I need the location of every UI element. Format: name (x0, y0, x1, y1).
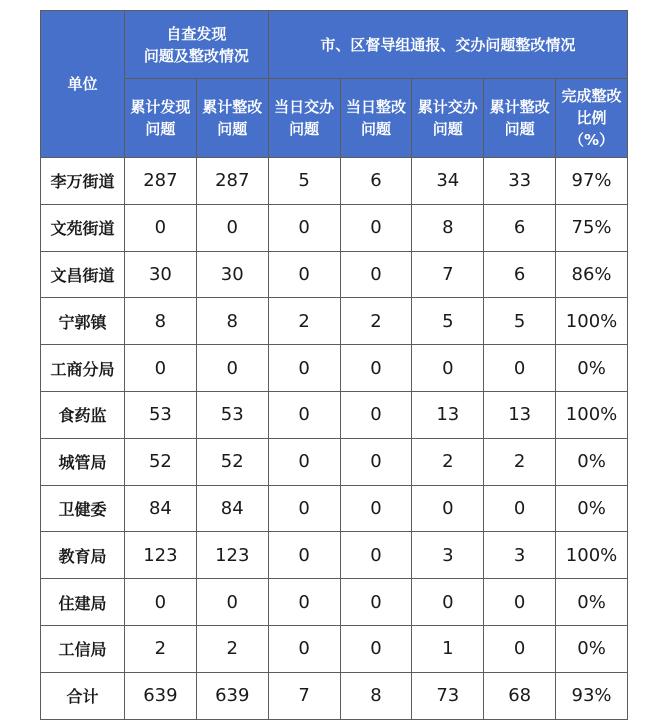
completion-rate-cell: 100% (556, 532, 628, 579)
daily-fixed-header-line: 当日整改 (345, 98, 406, 116)
unit-name-cell: 卫健委 (41, 485, 125, 532)
cumulative-fixed-cell: 639 (196, 672, 268, 719)
self-check-header-line-2: 问题及整改情况 (143, 46, 249, 65)
unit-name-cell: 李万街道 (41, 158, 125, 205)
completion-rate-cell: 100% (556, 298, 628, 345)
cumulative-fixed-header-line: 累计整改 (202, 98, 263, 116)
table-row (41, 298, 628, 345)
header-row-2 (41, 79, 628, 158)
completion-rate-header-line: 完成整改 (561, 87, 622, 105)
cumulative-assigned-header (412, 79, 484, 158)
cumulative-fixed-header (196, 79, 268, 158)
unit-name-cell: 工信局 (41, 625, 125, 672)
header-row-1 (41, 11, 628, 79)
cumulative-assigned-cell: 2 (412, 438, 484, 485)
daily-assigned-cell: 0 (268, 251, 340, 298)
cumulative-assigned-cell: 34 (412, 158, 484, 205)
cumulative-assigned-header-line: 累计交办 (417, 98, 478, 116)
cumulative-found-cell: 0 (124, 579, 196, 626)
daily-assigned-cell: 0 (268, 579, 340, 626)
cumulative-assigned-header-line: 问题 (432, 120, 463, 138)
cumulative-fixed-cell: 123 (196, 532, 268, 579)
cumulative-assigned-fixed-cell: 33 (484, 158, 556, 205)
cumulative-fixed-cell: 0 (196, 579, 268, 626)
cumulative-assigned-fixed-header (484, 79, 556, 158)
daily-assigned-cell: 0 (268, 391, 340, 438)
cumulative-assigned-cell: 7 (412, 251, 484, 298)
daily-assigned-cell: 0 (268, 485, 340, 532)
completion-rate-cell: 0% (556, 625, 628, 672)
daily-assigned-header-line: 当日交办 (274, 98, 335, 116)
table-row (41, 251, 628, 298)
cumulative-fixed-cell: 8 (196, 298, 268, 345)
cumulative-fixed-cell: 287 (196, 158, 268, 205)
cumulative-assigned-fixed-cell: 2 (484, 438, 556, 485)
daily-fixed-cell: 0 (340, 438, 412, 485)
cumulative-assigned-fixed-cell: 68 (484, 672, 556, 719)
completion-rate-header-line: （%） (569, 131, 615, 149)
cumulative-assigned-cell: 0 (412, 345, 484, 392)
cumulative-assigned-fixed-cell: 6 (484, 251, 556, 298)
self-check-group-header (124, 11, 268, 79)
cumulative-assigned-cell: 73 (412, 672, 484, 719)
city-district-group-header: 市、区督导组通报、交办问题整改情况 (268, 11, 627, 79)
cumulative-fixed-cell: 2 (196, 625, 268, 672)
cumulative-fixed-header-line: 问题 (217, 120, 248, 138)
completion-rate-cell: 86% (556, 251, 628, 298)
table-row (41, 438, 628, 485)
unit-name-cell: 住建局 (41, 579, 125, 626)
unit-name-cell: 文昌街道 (41, 251, 125, 298)
cumulative-fixed-cell: 30 (196, 251, 268, 298)
unit-name-cell: 合计 (41, 672, 125, 719)
cumulative-fixed-cell: 84 (196, 485, 268, 532)
cumulative-assigned-fixed-cell: 6 (484, 204, 556, 251)
cumulative-assigned-fixed-cell: 0 (484, 625, 556, 672)
daily-fixed-cell: 6 (340, 158, 412, 205)
cumulative-assigned-fixed-cell: 5 (484, 298, 556, 345)
completion-rate-cell: 0% (556, 579, 628, 626)
unit-header: 单位 (41, 11, 125, 158)
cumulative-fixed-cell: 0 (196, 204, 268, 251)
cumulative-found-cell: 2 (124, 625, 196, 672)
cumulative-found-cell: 53 (124, 391, 196, 438)
table-row (41, 625, 628, 672)
cumulative-assigned-cell: 0 (412, 485, 484, 532)
cumulative-assigned-fixed-cell: 0 (484, 345, 556, 392)
daily-assigned-cell: 0 (268, 438, 340, 485)
cumulative-found-cell: 84 (124, 485, 196, 532)
daily-assigned-cell: 7 (268, 672, 340, 719)
daily-fixed-cell: 8 (340, 672, 412, 719)
cumulative-assigned-fixed-header-line: 问题 (504, 120, 535, 138)
cumulative-found-cell: 8 (124, 298, 196, 345)
cumulative-assigned-fixed-cell: 0 (484, 485, 556, 532)
completion-rate-cell: 0% (556, 345, 628, 392)
completion-rate-cell: 75% (556, 204, 628, 251)
cumulative-found-cell: 0 (124, 204, 196, 251)
cumulative-assigned-fixed-header-line: 累计整改 (489, 98, 550, 116)
table-row (41, 485, 628, 532)
cumulative-found-cell: 52 (124, 438, 196, 485)
cumulative-found-cell: 639 (124, 672, 196, 719)
table-row (41, 532, 628, 579)
unit-name-cell: 宁郭镇 (41, 298, 125, 345)
daily-assigned-cell: 0 (268, 345, 340, 392)
daily-assigned-header-line: 问题 (289, 120, 320, 138)
unit-name-cell: 文苑街道 (41, 204, 125, 251)
cumulative-found-cell: 123 (124, 532, 196, 579)
completion-rate-cell: 0% (556, 485, 628, 532)
cumulative-assigned-fixed-cell: 13 (484, 391, 556, 438)
completion-rate-cell: 100% (556, 391, 628, 438)
unit-name-cell: 食药监 (41, 391, 125, 438)
cumulative-fixed-cell: 53 (196, 391, 268, 438)
table-row (41, 204, 628, 251)
cumulative-assigned-fixed-cell: 0 (484, 579, 556, 626)
daily-fixed-header-line: 问题 (360, 120, 391, 138)
completion-rate-header (556, 79, 628, 158)
completion-rate-cell: 93% (556, 672, 628, 719)
cumulative-found-header (124, 79, 196, 158)
cumulative-assigned-cell: 0 (412, 579, 484, 626)
daily-assigned-cell: 0 (268, 204, 340, 251)
daily-fixed-cell: 0 (340, 579, 412, 626)
cumulative-fixed-cell: 52 (196, 438, 268, 485)
unit-name-cell: 教育局 (41, 532, 125, 579)
total-row (41, 672, 628, 719)
cumulative-assigned-cell: 13 (412, 391, 484, 438)
completion-rate-cell: 0% (556, 438, 628, 485)
daily-fixed-cell: 0 (340, 391, 412, 438)
daily-assigned-cell: 0 (268, 532, 340, 579)
cumulative-fixed-cell: 0 (196, 345, 268, 392)
self-check-header-line-1: 自查发现 (166, 24, 227, 43)
cumulative-assigned-cell: 8 (412, 204, 484, 251)
daily-fixed-cell: 0 (340, 485, 412, 532)
cumulative-found-header-line: 问题 (145, 120, 176, 138)
table-row (41, 579, 628, 626)
unit-name-cell: 工商分局 (41, 345, 125, 392)
daily-assigned-cell: 2 (268, 298, 340, 345)
cumulative-assigned-cell: 1 (412, 625, 484, 672)
cumulative-found-cell: 0 (124, 345, 196, 392)
cumulative-assigned-cell: 3 (412, 532, 484, 579)
table-row (41, 391, 628, 438)
daily-fixed-cell: 0 (340, 532, 412, 579)
cumulative-found-header-line: 累计发现 (130, 98, 191, 116)
table-row (41, 158, 628, 205)
cumulative-found-cell: 287 (124, 158, 196, 205)
daily-fixed-cell: 0 (340, 204, 412, 251)
completion-rate-header-line: 比例 (576, 109, 607, 127)
rectification-table (40, 10, 628, 720)
daily-fixed-cell: 0 (340, 625, 412, 672)
daily-assigned-header (268, 79, 340, 158)
table-row (41, 345, 628, 392)
daily-fixed-cell: 0 (340, 345, 412, 392)
daily-fixed-header (340, 79, 412, 158)
cumulative-found-cell: 30 (124, 251, 196, 298)
daily-assigned-cell: 0 (268, 625, 340, 672)
unit-name-cell: 城管局 (41, 438, 125, 485)
daily-fixed-cell: 0 (340, 251, 412, 298)
daily-fixed-cell: 2 (340, 298, 412, 345)
daily-assigned-cell: 5 (268, 158, 340, 205)
cumulative-assigned-cell: 5 (412, 298, 484, 345)
completion-rate-cell: 97% (556, 158, 628, 205)
cumulative-assigned-fixed-cell: 3 (484, 532, 556, 579)
